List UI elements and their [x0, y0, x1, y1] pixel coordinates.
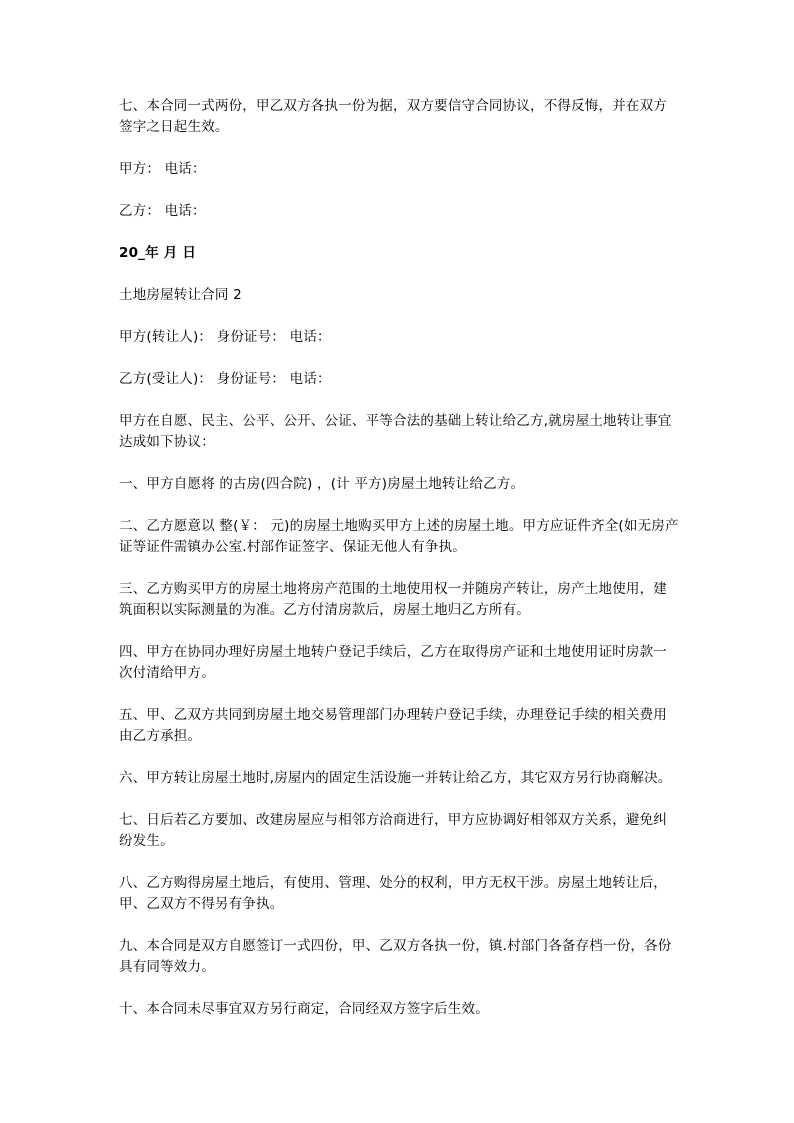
clause-3: 三、乙方购买甲方的房屋土地将房产范围的土地使用权一并随房产转让，房产土地使用，建筑面积以实际测量的为准。乙方付清房款后，房屋土地归乙方所有。 [119, 581, 667, 618]
clause-9: 九、本合同是双方自愿签订一式四份，甲、乙双方各执一份，镇.村部门各备存档一份，各份具有同等效力。 [119, 938, 672, 975]
clause-10: 十、本合同未尽事宜双方另行商定，合同经双方签字后生效。 [119, 1001, 489, 1017]
contract-title: 土地房屋转让合同 2 [119, 287, 242, 303]
clause-8: 八、乙方购得房屋土地后，有使用、管理、处分的权利，甲方无权干涉。房屋土地转让后，甲、乙双方不得另有争执。 [119, 875, 667, 912]
clause-6: 六、甲方转让房屋土地时,房屋内的固定生活设施一并转让给乙方，其它双方另行协商解决。 [119, 770, 672, 786]
clause-1: 一、甲方自愿将 的古房(四合院) ，(计 平方)房屋土地转让给乙方。 [119, 476, 525, 492]
clause-2: 二、乙方愿意以 整(￥： 元)的房屋土地购买甲方上述的房屋土地。甲方应证件齐全(如无房产证等证件需镇办公室.村部作证签字、保证无他人有争执。 [119, 518, 679, 555]
preamble: 甲方在自愿、民主、公平、公开、公证、平等合法的基础上转让给乙方,就房屋土地转让事宜达成如下协议： [119, 413, 672, 450]
clause-7-validity: 七、本合同一式两份，甲乙双方各执一份为据，双方要信守合同协议，不得反悔，并在双方签字之日起生效。 [119, 98, 667, 135]
party-b-info: 乙方(受让人)： 身份证号： 电话： [119, 371, 331, 387]
party-b-signature-line: 乙方： 电话： [119, 203, 206, 219]
document-body [119, 96, 679, 1041]
clause-7: 七、日后若乙方要加、改建房屋应与相邻方洽商进行，甲方应协调好相邻双方关系，避免纠纷发生。 [119, 812, 667, 849]
date-line: 20_年 月 日 [119, 245, 197, 261]
party-a-info: 甲方(转让人)： 身份证号： 电话： [119, 329, 331, 345]
clause-4: 四、甲方在协同办理好房屋土地转户登记手续后，乙方在取得房产证和土地使用证时房款一次付清给甲方。 [119, 644, 667, 681]
clause-5: 五、甲、乙双方共同到房屋土地交易管理部门办理转户登记手续，办理登记手续的相关费用由乙方承担。 [119, 707, 667, 744]
party-a-signature-line: 甲方： 电话： [119, 161, 206, 177]
